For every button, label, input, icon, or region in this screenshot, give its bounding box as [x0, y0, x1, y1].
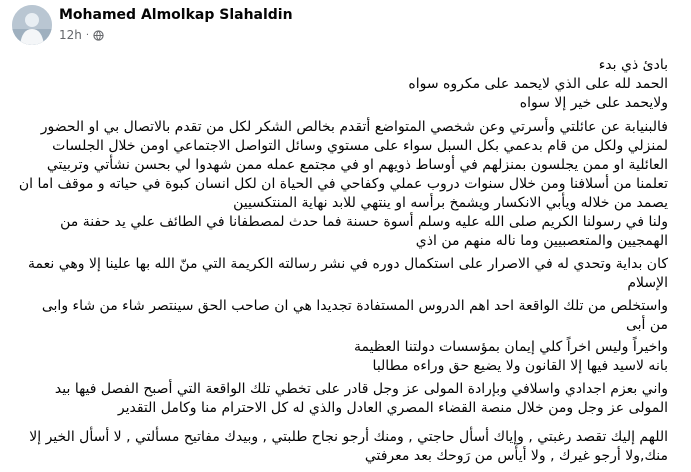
post-line: لمنزلي ولكل من قام بدعمي بكل السبل سواء على مستوي وسائل التواصل الاجتماعي اومن خلال الجلسات [52, 138, 668, 154]
post-line: واستخلص من تلك الواقعة احد اهم الدروس المستفادة تجديدا هي ان صاحب الحق سينتصر شاء من شاء وابى [41, 298, 668, 314]
meta-separator: · [85, 29, 90, 41]
post-line: فالبنيابة عن عائلتي وأسرتي وعن شخصي المتواضع أتقدم بخالص الشكر لكل من تقدم بالاتصال بي او الحضور [40, 119, 668, 135]
post-line: من أبى [625, 317, 668, 333]
post-line: الحمد لله على الذي لايحمد على مكروه سواه [408, 76, 668, 92]
post-header [0, 0, 691, 50]
post-time[interactable]: 12h [59, 28, 82, 42]
author-name[interactable]: Mohamed Almolkap Slahaldin [59, 7, 293, 23]
post-line: ولنا في رسولنا الكريم صلى الله عليه وسلم أسوة حسنة فما حدث لمصطفانا في الطائف علي يد حفنة من [60, 214, 668, 230]
post-line: تعلمنا من أسلافنا ومن خلال سنوات دروب عملي وكفاحي في الحياة ان لكل انسان كبوة في حياته و موقف اما ان [18, 176, 668, 192]
post-line: اللهم إليك تقصد رغبتي , وإياك أسأل حاجتي , ومنك أرجو نجاح طلبتي , وبيدك مفاتيح مسألتي , لا أسأل الخير إلا [29, 429, 668, 445]
globe-icon[interactable] [93, 30, 104, 41]
author-avatar[interactable] [12, 5, 52, 45]
post-line: العائلية او ممن يجلسون بمنزلهم في أوساط ذويهم او في مجتمع عمله ممن شهدوا لي بحسن نشأتي وتربيتي [46, 157, 668, 173]
post-line: ولايحمد على خير إلا سواه [519, 95, 668, 111]
post-line: منك,ولا أرجو غيرك , ولا أيأس من رَوحك بعد معرفتي [364, 448, 668, 464]
post-line: كان بداية وتحدي له في الاصرار على استكمال دوره في نشر رسالته الكريمة التي منّ الله بها علينا إلا وهي نعمة [28, 256, 668, 272]
post-line: الهمجيين والمتعصبيين وما ناله منهم من اذي [415, 233, 668, 249]
post-line: بادئ ذي بدء [598, 57, 668, 73]
post-line: المولى عز وجل ومن خلال منصة القضاء المصري العادل والذي له كل الاحترام منا وكامل التقدير [117, 400, 668, 416]
post-meta [59, 28, 104, 42]
post-line: يصمد من خلاله ويأبي الانكسار ويشمخ برأسه او ينتهي للابد نهاية المنتكسيين [233, 195, 668, 211]
post-line: الإسلام [627, 275, 668, 291]
post-line: واخيراً وليس اخراً كلي إيمان بمؤسسات دولتنا العظيمة [353, 339, 668, 355]
post-line: واني بعزم اجدادي واسلافي وبإرادة المولى عز وجل قادر على تخطي تلك الواقعة التي أصبح الفصل فيها بيد [54, 381, 668, 397]
post-line: بانه لاسيد فيها إلا القانون ولا يضيع حق وراءه مطالبا [372, 358, 668, 374]
